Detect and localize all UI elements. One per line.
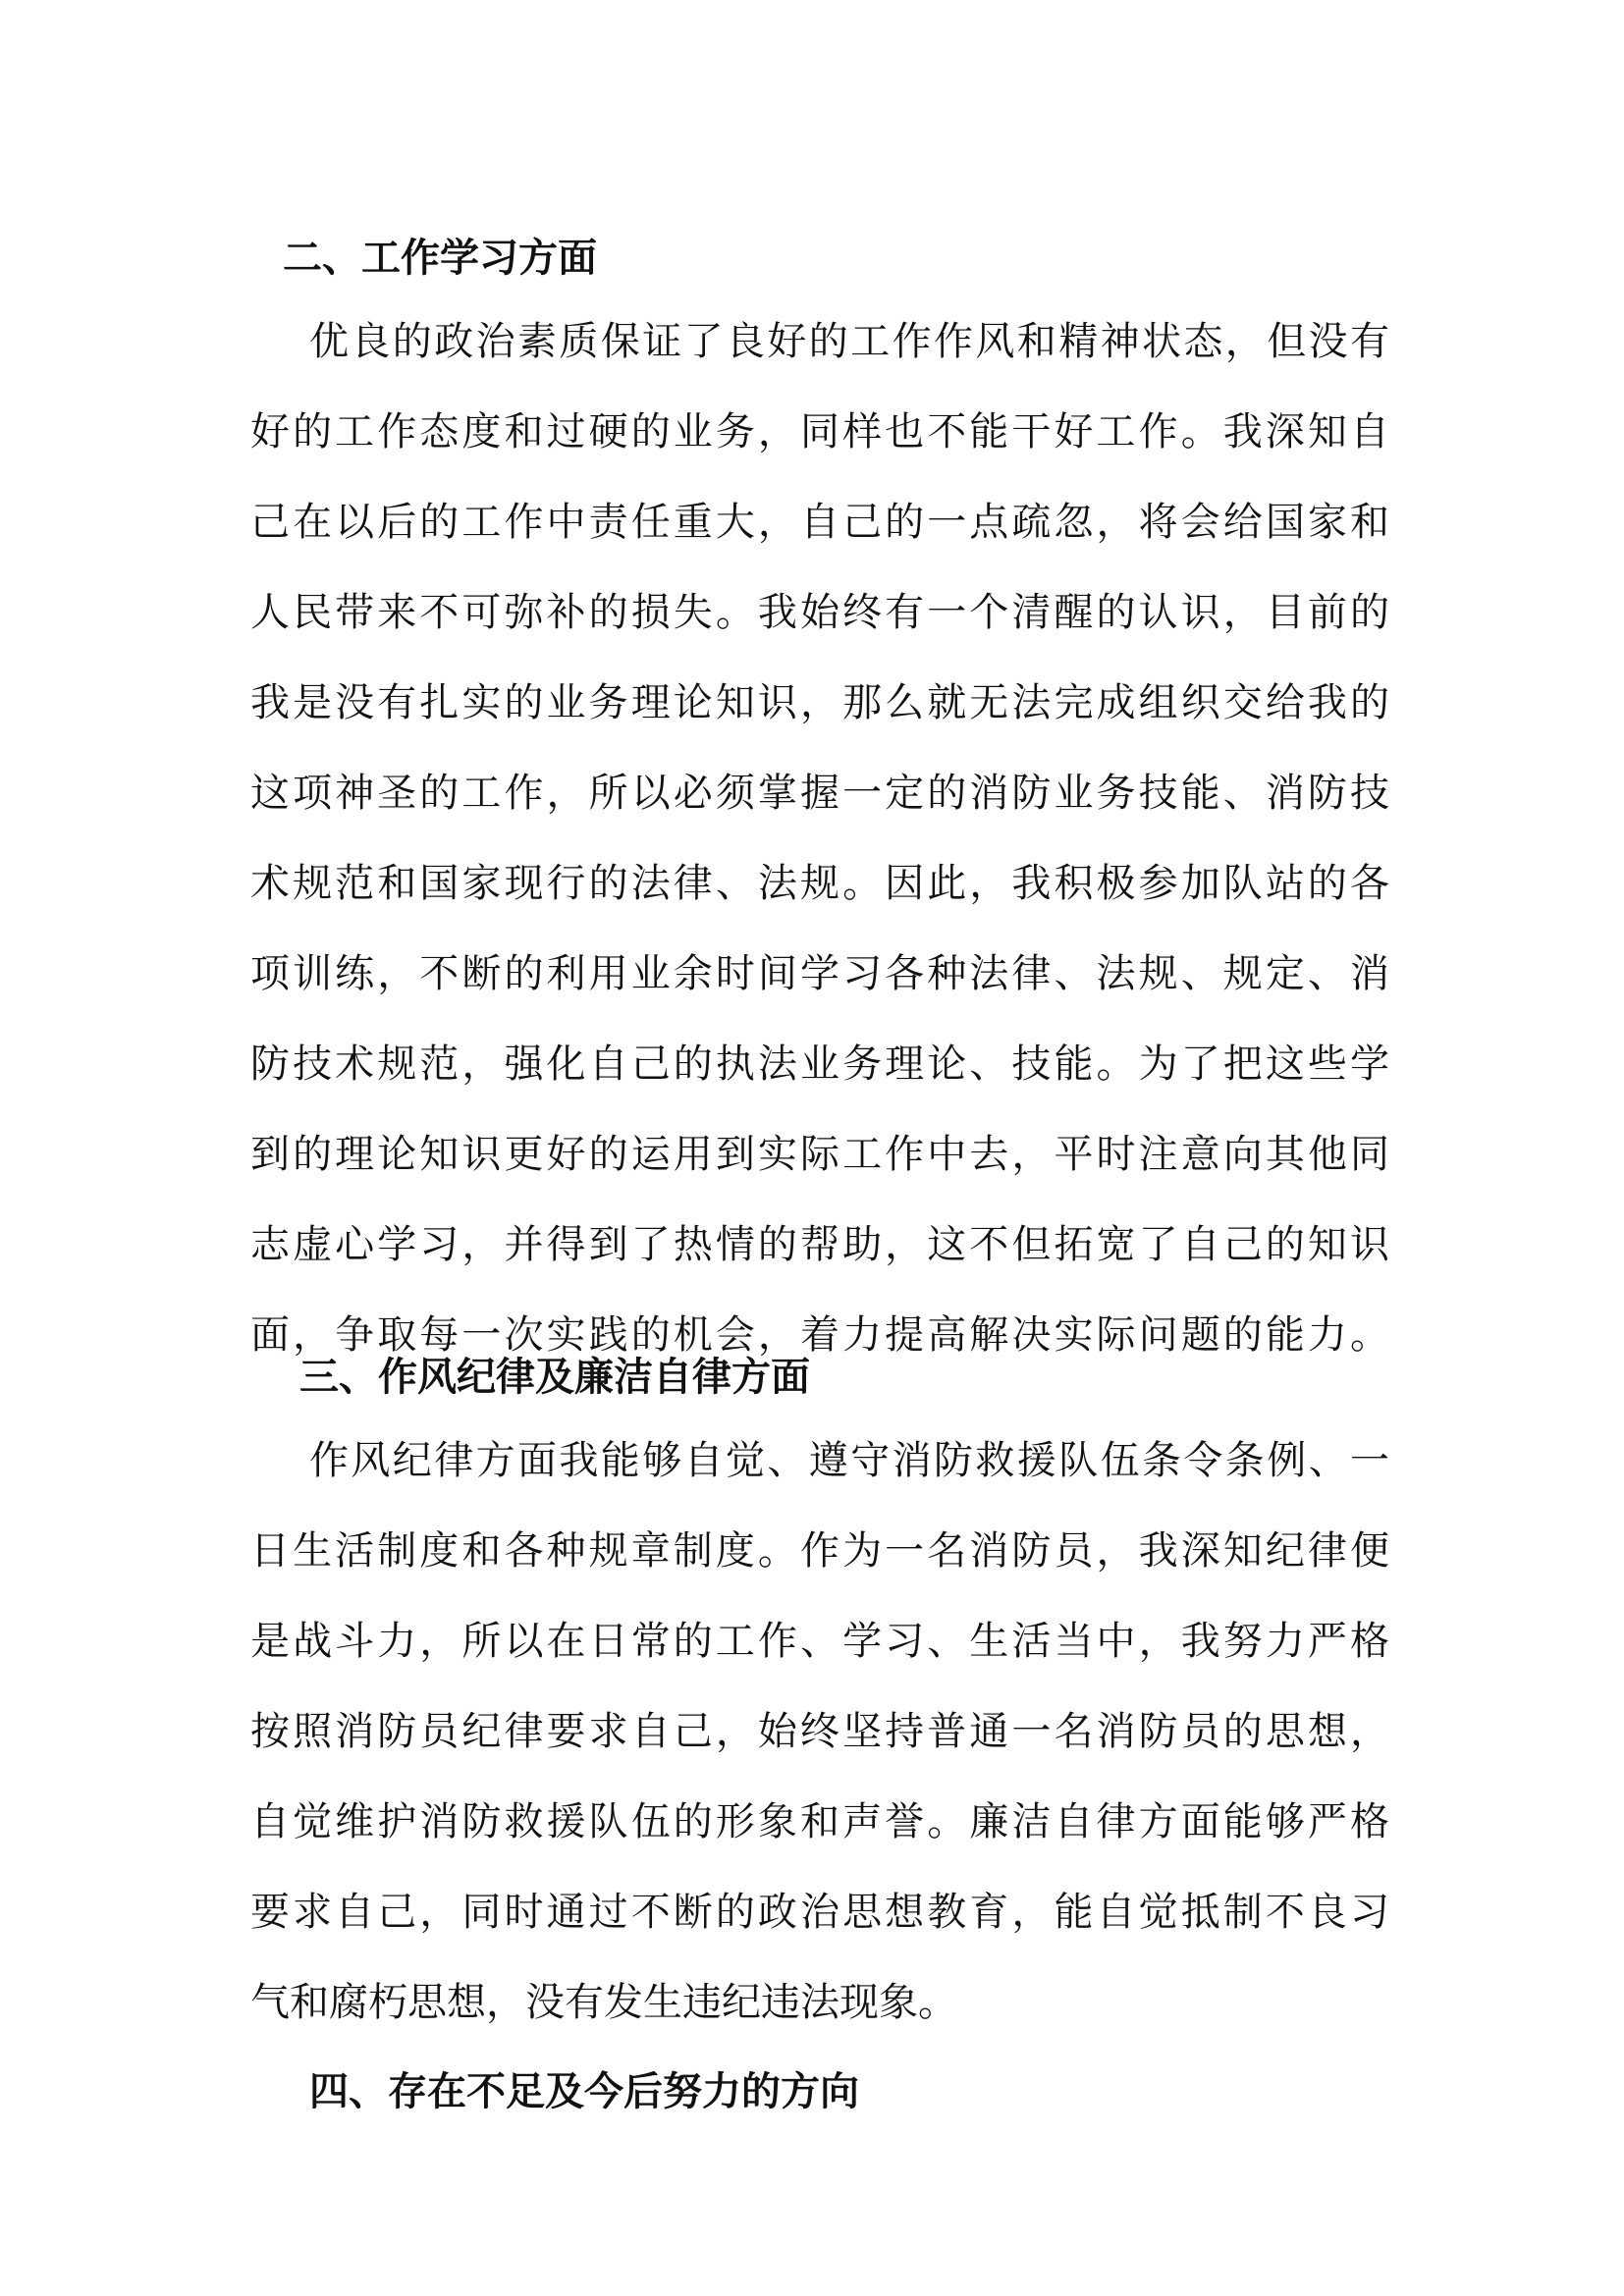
- section-heading: 三、作风纪律及廉洁自律方面: [299, 1355, 810, 1400]
- paragraph-line: 我是没有扎实的业务理论知识，那么就无法完成组织交给我的: [250, 680, 1389, 725]
- section-heading: 二、工作学习方面: [283, 236, 597, 281]
- paragraph-line: 优良的政治素质保证了良好的工作作风和精神状态，但没有: [309, 319, 1389, 364]
- paragraph-line: 要求自己，同时通过不断的政治思想教育，能自觉抵制不良习: [250, 1890, 1389, 1935]
- paragraph-line: 是战斗力，所以在日常的工作、学习、生活当中，我努力严格: [250, 1619, 1389, 1664]
- paragraph-line: 气和腐朽思想，没有发生违纪违法现象。: [250, 1980, 957, 2025]
- paragraph-line: 己在以后的工作中责任重大，自己的一点疏忽，将会给国家和: [250, 500, 1389, 545]
- paragraph-line: 面，争取每一次实践的机会，着力提高解决实际问题的能力。: [250, 1312, 1389, 1358]
- paragraph-line: 术规范和国家现行的法律、法规。因此，我积极参加队站的各: [250, 861, 1389, 906]
- paragraph-line: 到的理论知识更好的运用到实际工作中去，平时注意向其他同: [250, 1132, 1389, 1177]
- paragraph-line: 人民带来不可弥补的损失。我始终有一个清醒的认识，目前的: [250, 590, 1389, 635]
- paragraph-line: 日生活制度和各种规章制度。作为一名消防员，我深知纪律便: [250, 1528, 1389, 1574]
- paragraph-line: 自觉维护消防救援队伍的形象和声誉。廉洁自律方面能够严格: [250, 1799, 1389, 1844]
- paragraph-line: 这项神圣的工作，所以必须掌握一定的消防业务技能、消防技: [250, 771, 1389, 816]
- paragraph-line: 志虚心学习，并得到了热情的帮助，这不但拓宽了自己的知识: [250, 1222, 1389, 1267]
- paragraph-line: 防技术规范，强化自己的执法业务理论、技能。为了把这些学: [250, 1041, 1389, 1087]
- paragraph-line: 按照消防员纪律要求自己，始终坚持普通一名消防员的思想，: [250, 1709, 1389, 1754]
- section-heading: 四、存在不足及今后努力的方向: [309, 2069, 859, 2114]
- paragraph-line: 作风纪律方面我能够自觉、遵守消防救援队伍条令条例、一: [309, 1438, 1389, 1483]
- paragraph-line: 项训练，不断的利用业余时间学习各种法律、法规、规定、消: [250, 951, 1389, 996]
- paragraph-line: 好的工作态度和过硬的业务，同样也不能干好工作。我深知自: [250, 409, 1389, 454]
